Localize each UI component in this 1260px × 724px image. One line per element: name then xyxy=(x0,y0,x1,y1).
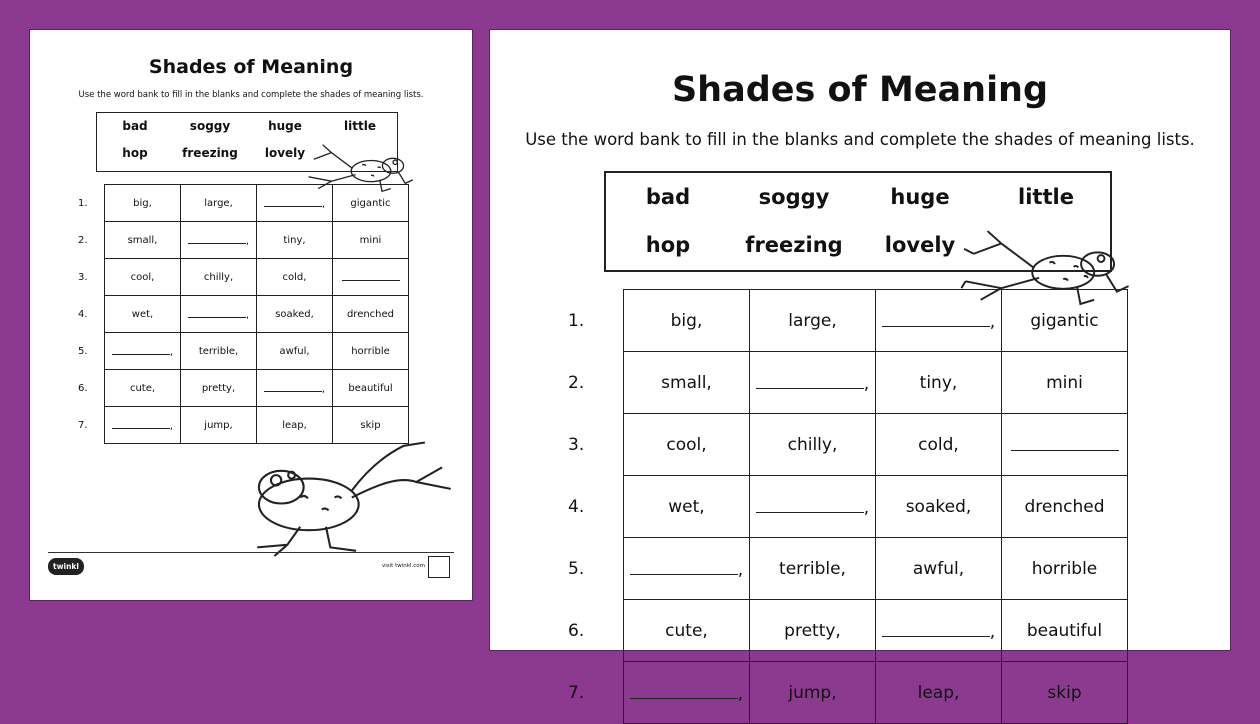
row-number: 4. xyxy=(78,308,88,320)
blank-line[interactable] xyxy=(756,371,864,389)
frog-small-icon xyxy=(305,138,415,198)
word-cell: cool, xyxy=(105,259,181,296)
word-bank-item: lovely xyxy=(264,146,306,160)
word-cell: beautiful xyxy=(333,370,409,407)
word-cell: tiny, xyxy=(257,222,333,259)
word-cell: big, xyxy=(105,185,181,222)
word-bank-item: huge xyxy=(268,119,302,133)
word-cell: drenched xyxy=(333,296,409,333)
footer-divider xyxy=(48,552,454,553)
word-cell: cute, xyxy=(624,600,750,662)
row-number: 2. xyxy=(78,234,88,246)
word-cell: beautiful xyxy=(1002,600,1128,662)
word-bank-item: lovely xyxy=(884,233,956,257)
blank-comma: , xyxy=(245,310,250,321)
word-cell: soaked, xyxy=(257,296,333,333)
blank-answer-field[interactable] xyxy=(750,352,876,414)
word-bank-item: soggy xyxy=(758,185,830,209)
word-bank-item: little xyxy=(1018,185,1074,209)
word-bank-item: hop xyxy=(122,146,148,160)
blank-answer-field[interactable] xyxy=(624,538,750,600)
word-cell: big, xyxy=(624,290,750,352)
word-bank-item: freezing xyxy=(745,233,843,257)
word-cell: awful, xyxy=(876,538,1002,600)
blank-answer-field[interactable] xyxy=(181,296,257,333)
frog-large-page-icon xyxy=(960,220,1132,315)
row-number: 2. xyxy=(568,372,585,393)
word-cell: awful, xyxy=(257,333,333,370)
row-number: 7. xyxy=(568,682,585,703)
table-row xyxy=(548,352,1128,414)
frog-large-icon xyxy=(240,435,455,560)
table-row xyxy=(548,600,1128,662)
word-cell: chilly, xyxy=(750,414,876,476)
word-bank-item: little xyxy=(344,119,376,133)
row-number: 7. xyxy=(78,419,88,431)
row-number: 3. xyxy=(568,434,585,455)
blank-comma: , xyxy=(863,498,870,518)
page-title: Shades of Meaning xyxy=(148,56,354,78)
blank-line[interactable] xyxy=(112,418,170,429)
instructions-large: Use the word bank to fill in the blanks and complete the shades of meaning lists. xyxy=(525,130,1195,149)
row-number: 3. xyxy=(78,271,88,283)
word-cell: cool, xyxy=(624,414,750,476)
blank-answer-field[interactable] xyxy=(333,259,409,296)
table-row xyxy=(70,259,409,296)
worksheet-thumbnail xyxy=(30,30,472,600)
word-cell: large, xyxy=(750,290,876,352)
word-cell: mini xyxy=(333,222,409,259)
instructions: Use the word bank to fill in the blanks and complete the shades of meaning lists. xyxy=(78,90,424,100)
shades-table-large xyxy=(548,289,1128,724)
word-cell: jump, xyxy=(750,662,876,724)
word-cell: cute, xyxy=(105,370,181,407)
word-cell: horrible xyxy=(333,333,409,370)
word-cell: leap, xyxy=(257,407,333,444)
page-title-large: Shades of Meaning xyxy=(671,70,1049,110)
row-number: 5. xyxy=(568,558,585,579)
blank-line[interactable] xyxy=(630,557,738,575)
blank-answer-field[interactable] xyxy=(257,370,333,407)
word-bank-item: bad xyxy=(122,119,148,133)
word-bank-item: bad xyxy=(645,185,691,209)
twinkl-logo-icon: twinkl xyxy=(48,558,84,575)
blank-answer-field[interactable] xyxy=(181,222,257,259)
word-cell: horrible xyxy=(1002,538,1128,600)
word-cell: jump, xyxy=(181,407,257,444)
word-cell: wet, xyxy=(624,476,750,538)
blank-answer-field[interactable] xyxy=(1002,414,1128,476)
word-cell: mini xyxy=(1002,352,1128,414)
row-number: 5. xyxy=(78,345,88,357)
word-cell: gigantic xyxy=(333,185,409,222)
word-cell: leap, xyxy=(876,662,1002,724)
blank-comma: , xyxy=(989,622,996,642)
blank-comma: , xyxy=(169,421,174,432)
word-bank-item: freezing xyxy=(182,146,238,160)
word-cell: wet, xyxy=(105,296,181,333)
blank-line[interactable] xyxy=(112,344,170,355)
table-row xyxy=(548,414,1128,476)
twinkl-badge-icon xyxy=(428,556,450,578)
blank-comma: , xyxy=(737,560,744,580)
blank-comma: , xyxy=(169,347,174,358)
blank-line[interactable] xyxy=(1011,433,1119,451)
table-row xyxy=(70,296,409,333)
table-row xyxy=(70,370,409,407)
blank-line[interactable] xyxy=(342,270,400,281)
word-bank-item: hop xyxy=(645,233,691,257)
blank-comma: , xyxy=(863,374,870,394)
word-bank-item: huge xyxy=(890,185,950,209)
word-cell: terrible, xyxy=(750,538,876,600)
word-cell: tiny, xyxy=(876,352,1002,414)
blank-line[interactable] xyxy=(264,381,322,392)
word-cell: large, xyxy=(181,185,257,222)
blank-answer-field[interactable] xyxy=(105,407,181,444)
word-cell: cold, xyxy=(876,414,1002,476)
shades-table xyxy=(70,184,409,444)
word-cell: small, xyxy=(105,222,181,259)
row-number: 1. xyxy=(78,197,88,209)
word-cell: pretty, xyxy=(181,370,257,407)
word-cell: chilly, xyxy=(181,259,257,296)
blank-line[interactable] xyxy=(630,681,738,699)
word-cell: skip xyxy=(1002,662,1128,724)
word-cell: terrible, xyxy=(181,333,257,370)
blank-answer-field[interactable] xyxy=(876,600,1002,662)
blank-line[interactable] xyxy=(882,619,990,637)
row-number: 6. xyxy=(78,382,88,394)
footer-visit-text: visit twinkl.com xyxy=(382,563,425,569)
word-cell: drenched xyxy=(1002,476,1128,538)
row-number: 6. xyxy=(568,620,585,641)
word-cell: skip xyxy=(333,407,409,444)
word-bank-item: soggy xyxy=(189,119,231,133)
blank-answer-field[interactable] xyxy=(624,662,750,724)
word-cell: pretty, xyxy=(750,600,876,662)
blank-line[interactable] xyxy=(188,307,246,318)
word-cell: gigantic xyxy=(1002,290,1128,352)
blank-answer-field[interactable] xyxy=(750,476,876,538)
blank-comma: , xyxy=(989,312,996,332)
blank-line[interactable] xyxy=(756,495,864,513)
blank-comma: , xyxy=(737,684,744,704)
word-cell: cold, xyxy=(257,259,333,296)
table-row xyxy=(70,222,409,259)
table-row xyxy=(548,538,1128,600)
blank-comma: , xyxy=(245,236,250,247)
word-cell: small, xyxy=(624,352,750,414)
word-cell: soaked, xyxy=(876,476,1002,538)
blank-answer-field[interactable] xyxy=(105,333,181,370)
table-row xyxy=(70,333,409,370)
blank-comma: , xyxy=(321,199,326,210)
row-number: 4. xyxy=(568,496,585,517)
blank-comma: , xyxy=(321,384,326,395)
blank-line[interactable] xyxy=(188,233,246,244)
row-number: 1. xyxy=(568,310,585,331)
table-row xyxy=(548,476,1128,538)
worksheet-zoomed xyxy=(490,30,1230,704)
table-row xyxy=(548,662,1128,724)
